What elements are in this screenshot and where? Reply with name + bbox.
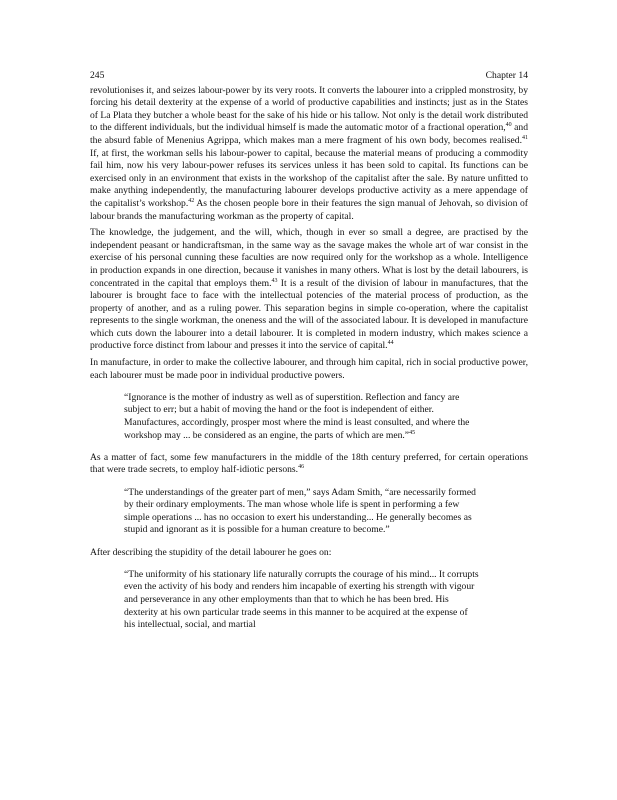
footnote-ref[interactable]: 44 <box>387 340 394 347</box>
running-header <box>90 70 528 83</box>
paragraph-1: revolutionises it, and seizes labour-power by its very roots. It converts the labourer into a crippled monstrosity, by forcing his detail dexterity at the expense of a world of productive capabilities and instincts; just as in the States of La Plata they butcher a whole beast for the sake of his hide or his tallow. Not only is the detail work distributed to the different individuals, but the individual himself is made the automatic motor of a fractional operation,$^{40}$ and the absurd fable of Menenius Agrippa, which makes man a mere fragment of his own body, becomes realised.$^{41}$ If, at first, the workman sells his labour-power to capital, because the material means of producing a commodity fail him, now his very labour-power refuses its services unless it has been sold to capital. Its functions can be exercised only in an environment that exists in the workshop of the capitalist after the sale. By nature unfitted to make anything independently, the manufacturing labourer develops productive activity as a mere appendage of the capitalist’s workshop.$^{42}$ As the chosen people bore in their features the sign manual of Jehovah, so division of labour brands the manufacturing workman as the property of capital. <box>90 84 528 222</box>
footnote-ref[interactable]: 43 <box>271 277 278 284</box>
block-quote-3: “The uniformity of his stationary life naturally corrupts the courage of his mind... It corrupts even the activity of his body and renders him incapable of exerting his strength with vigour and perseverance in any other employments than that to which he has been bred. His dexterity at his own particular trade seems in this manner to be acquired at the expense of his intellectual, social, and martial <box>124 568 479 631</box>
paragraph-2: The knowledge, the judgement, and the will, which, though in ever so small a degree, are practised by the independent peasant or handicraftsman, in the same way as the savage makes the whole art of war consist in the exercise of his personal cunning these faculties are now required only for the workshop as a whole. Intelligence in production expands in one direction, because it vanishes in many others. What is lost by the detail labourers, is concentrated in the capital that employs them.$^{43}$ It is a result of the division of labour in manufactures, that the labourer is brought face to face with the intellectual potencies of the material process of production, as the property of another, and as a ruling power. This separation begins in simple co-operation, where the capitalist represents to the single workman, the oneness and the will of the associated labour. It is developed in manufacture which cuts down the labourer into a detail labourer. It is completed in modern industry, which makes science a productive force distinct from labour and presses it into the service of capital.$^{44}$ <box>90 227 528 352</box>
footnote-ref[interactable]: 46 <box>298 464 305 471</box>
chapter-label: Chapter 14 <box>485 70 528 81</box>
footnote-ref[interactable]: 45 <box>409 429 416 436</box>
block-quote-2: “The understandings of the greater part of men,” says Adam Smith, “are necessarily formed by their ordinary employments. The man whose whole life is spent in performing a few simple operations ... has no occasion to exert his understanding... He generally becomes as stupid and ignorant as it is possible for a human creature to become.” <box>124 486 476 536</box>
footnote-ref[interactable]: 41 <box>522 134 528 141</box>
paragraph-5: After describing the stupidity of the detail labourer he goes on: <box>90 546 332 558</box>
block-quote-1: “Ignorance is the mother of industry as well as of superstition. Reflection and fancy are subject to err; but a habit of moving the hand or the foot is independent of either. Manufactures, accordingly, prosper most where the mind is least consulted, and where the workshop may ... be considered as an engine, the parts of which are men.”$^{45}$ <box>124 391 470 441</box>
footnote-ref[interactable]: 42 <box>188 197 195 204</box>
paragraph-3: In manufacture, in order to make the collective labourer, and through him capital, rich in social productive power, each labourer must be made poor in individual productive powers. <box>90 357 528 381</box>
page-number: 245 <box>90 70 105 81</box>
paragraph-4: As a matter of fact, some few manufacturers in the middle of the 18th century preferred, for certain operations that were trade secrets, to employ half-idiotic persons.$^{46}$ <box>90 451 528 476</box>
footnote-ref[interactable]: 40 <box>505 122 512 129</box>
document-page <box>90 70 528 641</box>
